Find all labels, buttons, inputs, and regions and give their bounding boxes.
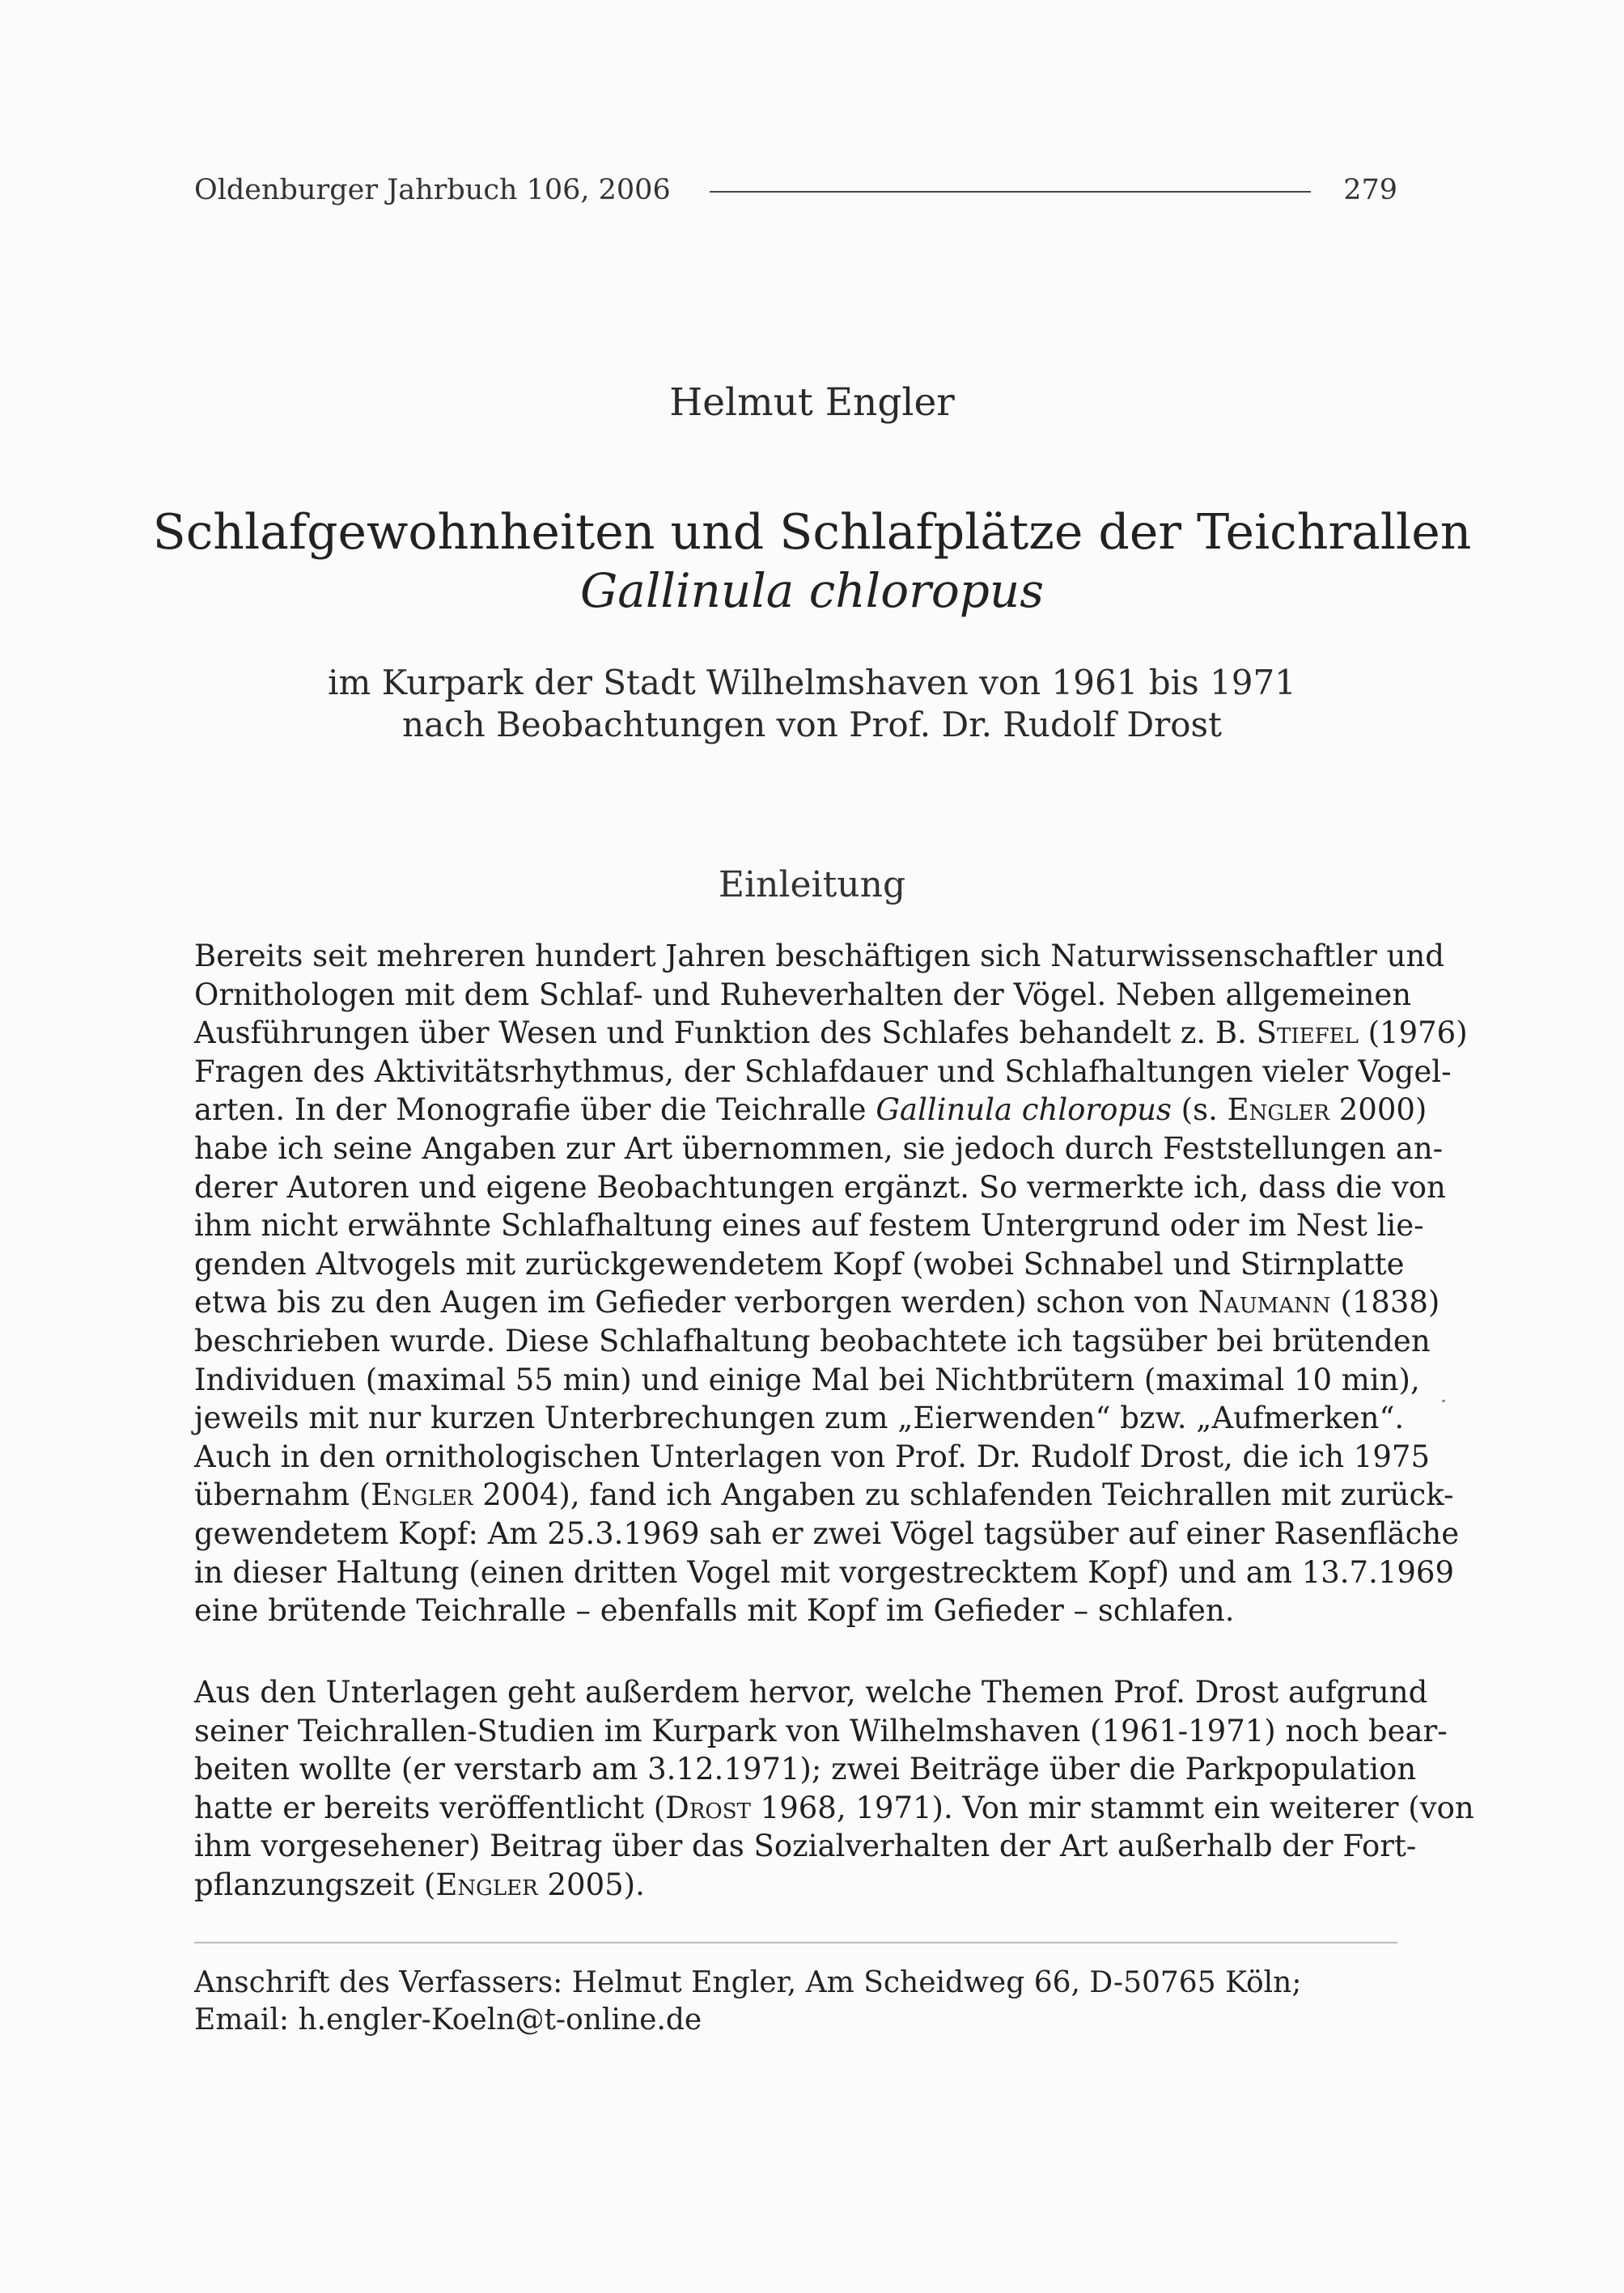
text-line: derer Autoren und eigene Beobachtungen ergänzt. So vermerkte ich, dass die von	[194, 1169, 1446, 1205]
text-run: 2000)	[1338, 1092, 1427, 1128]
text-line: jeweils mit nur kurzen Unterbrechungen zum „Eierwenden“ bzw. „Aufmerken“.	[194, 1401, 1405, 1436]
text-line	[194, 1283, 1440, 1322]
text-line: Auch in den ornithologischen Unterlagen von Prof. Dr. Rudolf Drost, die ich 1975	[194, 1439, 1431, 1474]
text-line: Ornithologen mit dem Schlaf- und Ruheverhalten der Vögel. Neben allgemeinen	[194, 977, 1412, 1012]
species-name: Gallinula chloropus	[876, 1092, 1172, 1128]
header-rule	[710, 191, 1311, 193]
text-line: ihm nicht erwähnte Schlafhaltung eines auf festem Untergrund oder im Nest lie-	[194, 1208, 1424, 1244]
text-line	[194, 1476, 1454, 1515]
author-citation: Stiefel	[1256, 1015, 1359, 1051]
text-line: eine brütende Teichralle – ebenfalls mit Kopf im Gefieder – schlafen.	[194, 1593, 1235, 1629]
text-run: 2005).	[547, 1867, 645, 1902]
footnote-rule	[194, 1942, 1397, 1943]
section-heading: Einleitung	[718, 864, 906, 905]
text-run: hatte er bereits veröffentlicht (	[194, 1790, 666, 1825]
text-line: Individuen (maximal 55 min) und einige Mal bei Nichtbrütern (maximal 10 min),	[194, 1362, 1420, 1397]
author-citation: Engler	[1227, 1092, 1329, 1128]
text-line: habe ich seine Angaben zur Art übernommen, sie jedoch durch Feststellungen an-	[194, 1130, 1444, 1166]
scan-speck	[1442, 1400, 1445, 1402]
author-citation: Engler	[371, 1477, 473, 1513]
title-species: Gallinula chloropus	[579, 563, 1045, 618]
text-line: beiten wollte (er verstarb am 3.12.1971); zwei Beiträge über die Parkpopulation	[194, 1752, 1417, 1787]
text-run: (s.	[1181, 1092, 1218, 1128]
text-line: gewendetem Kopf: Am 25.3.1969 sah er zwei Vögel tagsüber auf einer Rasenfläche	[194, 1515, 1460, 1551]
text-run: pflanzungszeit (	[194, 1867, 436, 1902]
author-citation: Engler	[435, 1867, 538, 1902]
text-line	[194, 1866, 1397, 1905]
footnote-email: Email: h.engler-Koeln@t-online.de	[194, 2003, 702, 2037]
journal-name: Oldenburger Jahrbuch 106, 2006	[194, 174, 671, 206]
text-line: Aus den Unterlagen geht außerdem hervor, welche Themen Prof. Drost aufgrund	[194, 1675, 1428, 1710]
text-run: arten. In der Monografie über die Teichralle	[194, 1092, 867, 1128]
text-line	[194, 1014, 1468, 1053]
text-run: 2004), fand ich Angaben zu schlafenden Teichrallen mit zurück-	[482, 1477, 1454, 1513]
article-subtitle	[0, 662, 1624, 746]
article-title	[0, 503, 1624, 620]
author-citation: Naumann	[1198, 1285, 1331, 1320]
author-citation: Drost	[665, 1790, 751, 1825]
text-line: seiner Teichrallen-Studien im Kurpark von Wilhelmshaven (1961-1971) noch bear-	[194, 1713, 1448, 1748]
text-line: in dieser Haltung (einen dritten Vogel mit vorgestrecktem Kopf) und am 13.7.1969	[194, 1554, 1454, 1590]
text-line: beschrieben wurde. Diese Schlafhaltung beobachtete ich tagsüber bei brütenden	[194, 1323, 1431, 1358]
author-address-footnote	[194, 1965, 1397, 2039]
intro-paragraph-2	[194, 1673, 1474, 1905]
text-line: Bereits seit mehreren hundert Jahren beschäftigen sich Naturwissenschaftler und	[194, 939, 1444, 973]
text-line: genden Altvogels mit zurückgewendetem Kopf (wobei Schnabel und Stirnplatte	[194, 1246, 1405, 1282]
text-line: ihm vorgesehener) Beitrag über das Sozialverhalten der Art außerhalb der Fort-	[194, 1829, 1417, 1864]
text-line	[194, 1091, 1427, 1130]
page-number: 279	[1343, 174, 1397, 206]
text-line: Fragen des Aktivitätsrhythmus, der Schlafdauer und Schlafhaltungen vieler Vogel-	[194, 1053, 1452, 1089]
text-run: (1976)	[1367, 1015, 1468, 1051]
author-name: Helmut Engler	[669, 380, 955, 425]
text-run: 1968, 1971). Von mir stammt ein weiterer (von	[760, 1790, 1474, 1825]
running-header	[194, 170, 1397, 210]
footnote-address: Anschrift des Verfassers: Helmut Engler, Am Scheidweg 66, D-50765 Köln;	[194, 1966, 1302, 1999]
subtitle-line-2: nach Beobachtungen von Prof. Dr. Rudolf Drost	[402, 705, 1222, 744]
title-main: Schlafgewohnheiten und Schlafplätze der Teichrallen	[152, 504, 1472, 561]
text-run: Ausführungen über Wesen und Funktion des Schlafes behandelt z. B.	[194, 1015, 1247, 1051]
subtitle-line-1: im Kurpark der Stadt Wilhelmshaven von 1961 bis 1971	[328, 663, 1296, 702]
intro-paragraph-1	[194, 937, 1468, 1630]
text-run: übernahm (	[194, 1477, 371, 1513]
text-run: etwa bis zu den Augen im Gefieder verborgen werden) schon von	[194, 1285, 1189, 1320]
text-line	[194, 1789, 1474, 1828]
text-run: (1838)	[1340, 1285, 1440, 1320]
